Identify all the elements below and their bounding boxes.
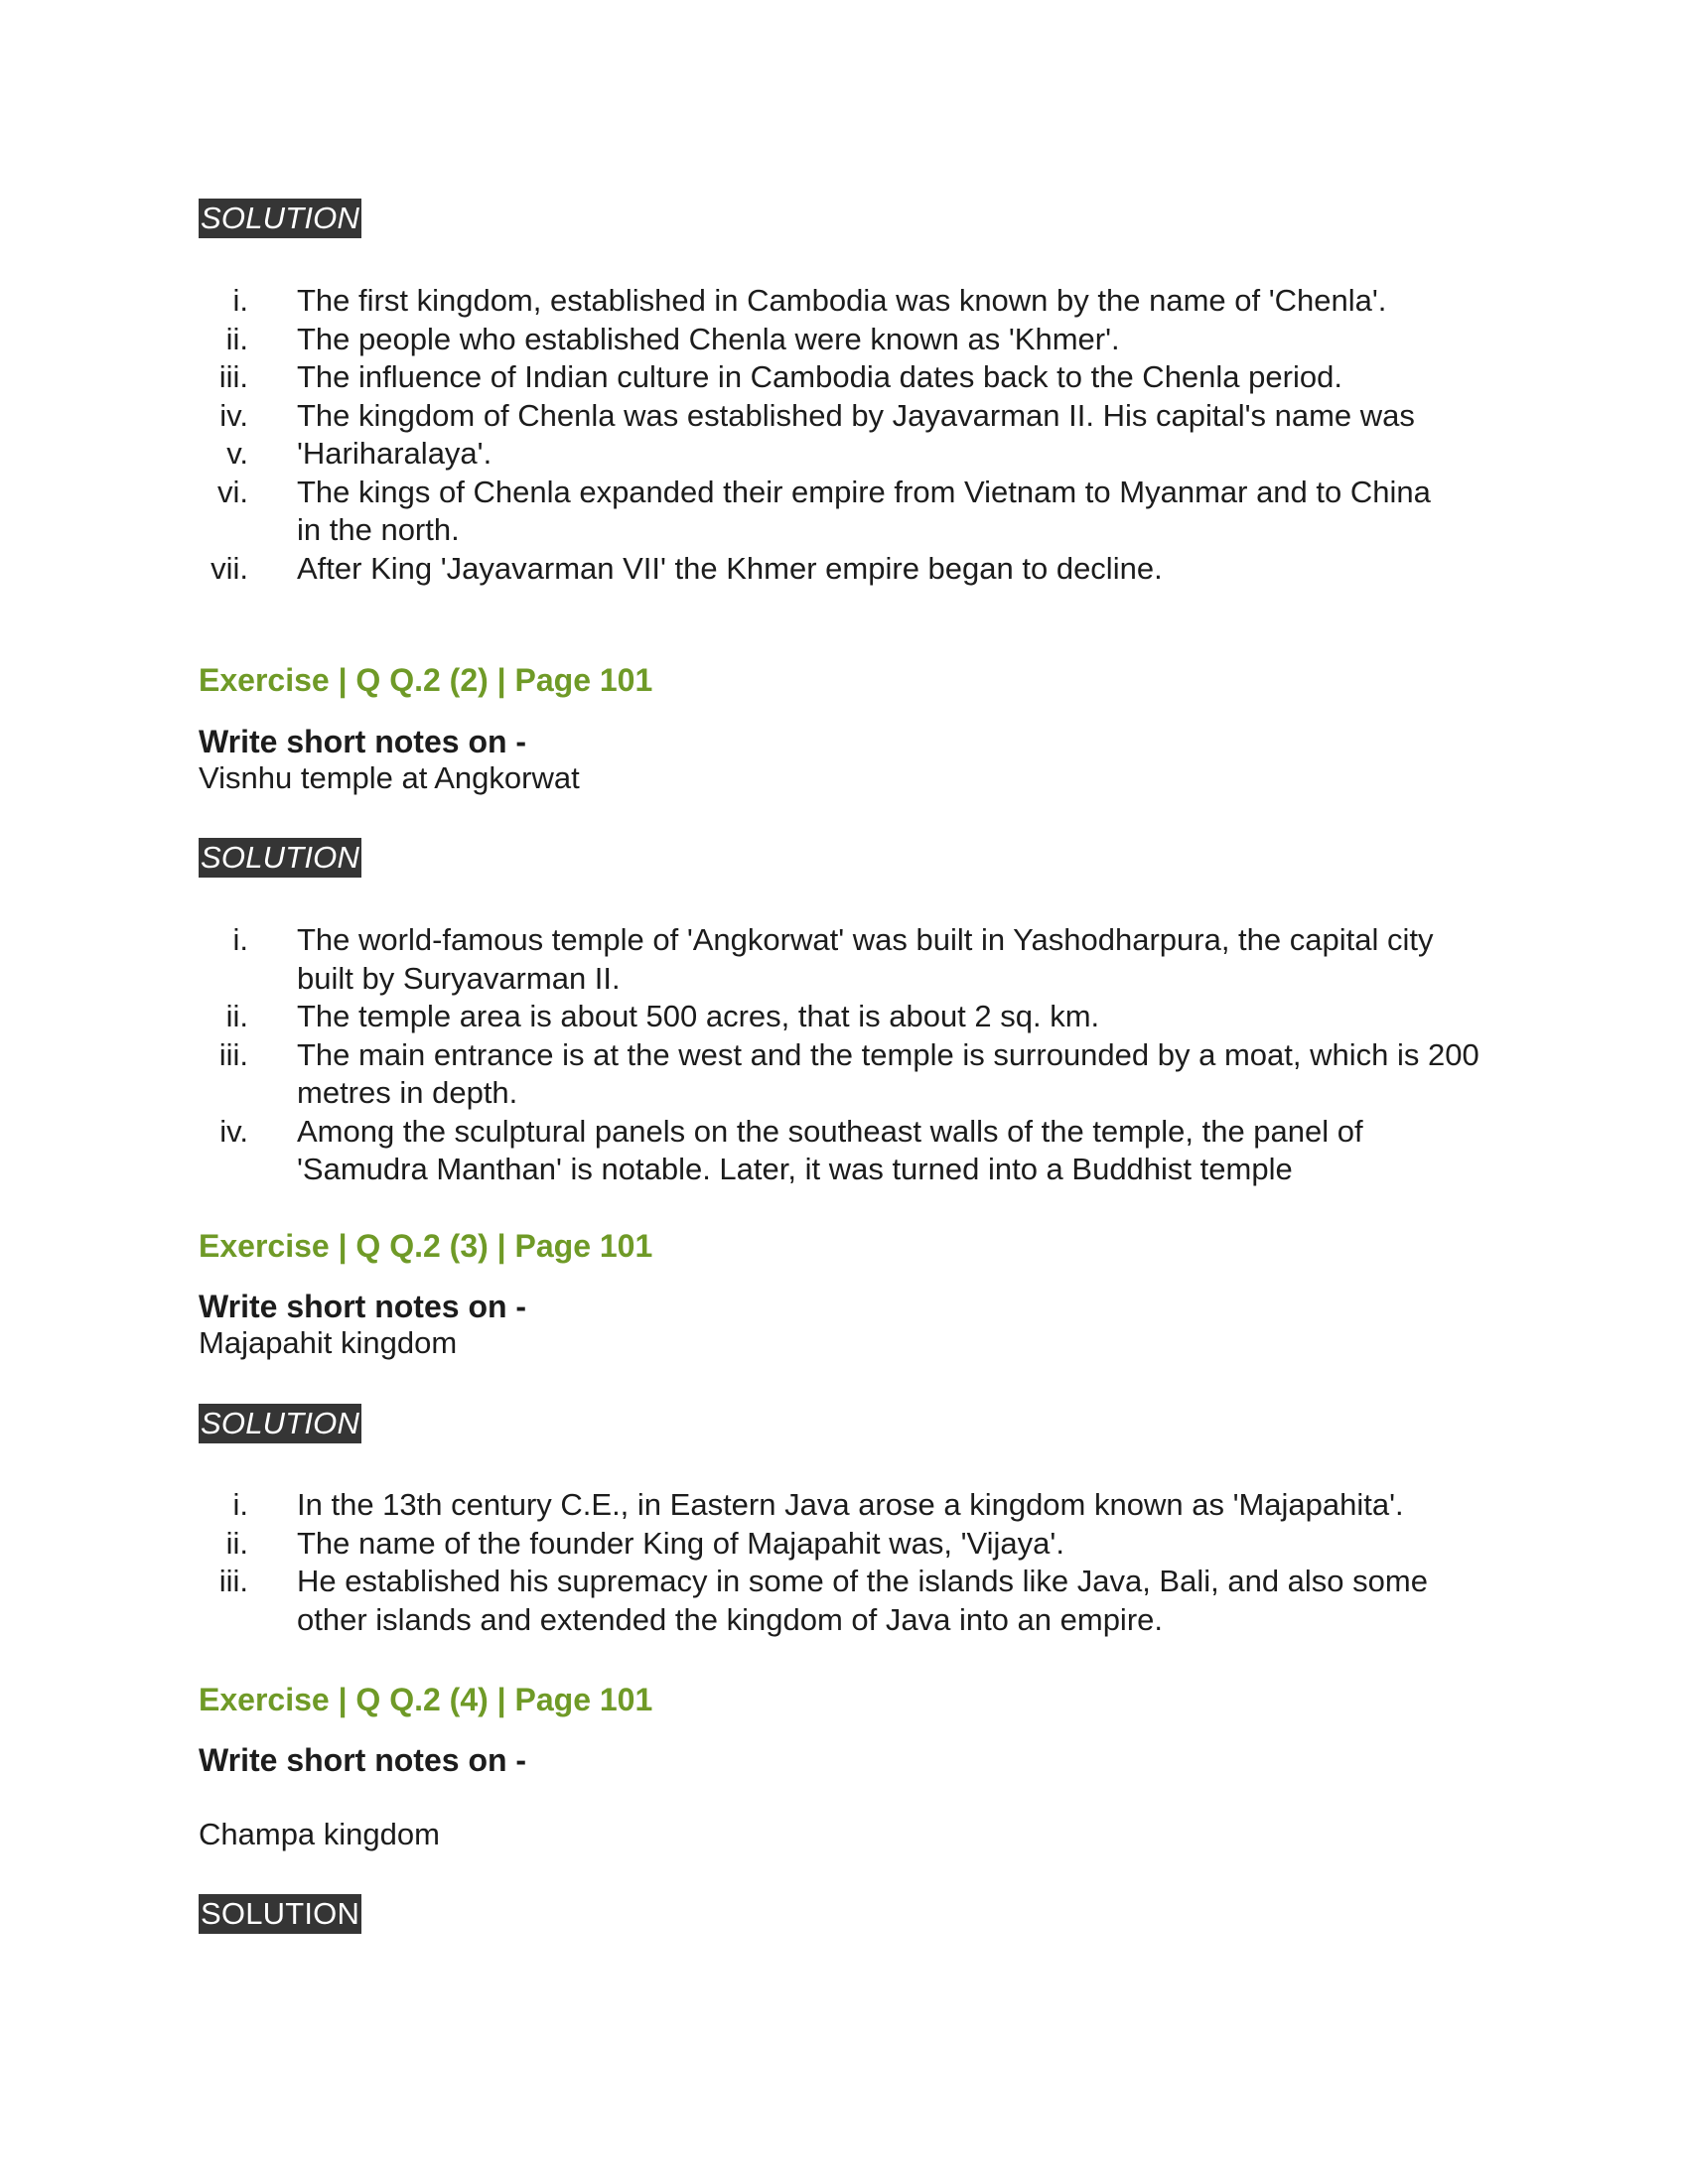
item-text: The people who established Chenla were known as 'Khmer'. — [297, 321, 1120, 356]
exercise-heading: Exercise | Q Q.2 (2) | Page 101 — [199, 662, 653, 698]
list-item — [0, 921, 1688, 998]
item-text: The influence of Indian culture in Cambodia dates back to the Chenla period. — [297, 359, 1342, 394]
item-number: i. — [232, 283, 248, 318]
item-number: iii. — [218, 1036, 248, 1072]
item-number: iv. — [219, 397, 248, 433]
solution-label: SOLUTION — [199, 838, 361, 878]
solution-list-majapahit — [0, 1486, 1688, 1639]
list-item — [0, 1525, 1688, 1564]
item-number: iv. — [219, 1113, 248, 1149]
list-item — [0, 1036, 1688, 1113]
exercise-heading: Exercise | Q Q.2 (4) | Page 101 — [199, 1682, 653, 1717]
solution-label: SOLUTION — [199, 1894, 361, 1934]
list-item — [0, 998, 1688, 1036]
item-text: 'Hariharalaya'. — [297, 436, 492, 471]
item-number: vii. — [211, 550, 248, 586]
item-text: The temple area is about 500 acres, that is about 2 sq. km. — [297, 999, 1100, 1033]
item-text: The kings of Chenla expanded their empire from Vietnam to Myanmar and to China in the north. — [297, 474, 1431, 547]
list-item — [0, 282, 1688, 321]
item-number: iii. — [218, 1564, 248, 1598]
item-number: v. — [226, 436, 248, 471]
item-text: The name of the founder King of Majapahit was, 'Vijaya'. — [297, 1525, 1064, 1561]
question-topic: Majapahit kingdom — [199, 1325, 458, 1360]
item-number: ii. — [225, 999, 248, 1033]
list-item — [0, 1563, 1688, 1639]
solution-label: SOLUTION — [199, 1404, 361, 1443]
item-text: Among the sculptural panels on the southeast walls of the temple, the panel of 'Samudra Manthan' is notable. Later, it was turned into a Buddhist temple — [297, 1113, 1363, 1186]
item-text: After King 'Jayavarman VII' the Khmer empire began to decline. — [297, 550, 1163, 586]
list-item — [0, 1486, 1688, 1525]
list-item — [0, 435, 1688, 474]
list-item — [0, 358, 1688, 397]
item-number: i. — [232, 1487, 248, 1522]
solution-list-angkorwat — [0, 921, 1688, 1189]
item-text: In the 13th century C.E., in Eastern Java arose a kingdom known as 'Majapahita'. — [297, 1487, 1404, 1522]
item-number: ii. — [225, 321, 248, 356]
item-number: ii. — [225, 1525, 248, 1561]
item-text: The first kingdom, established in Cambodia was known by the name of 'Chenla'. — [297, 283, 1387, 318]
list-item — [0, 397, 1688, 436]
question-topic: Champa kingdom — [199, 1817, 440, 1851]
item-number: vi. — [217, 474, 248, 509]
item-text: He established his supremacy in some of the islands like Java, Bali, and also some other islands and extended the kingdom of Java into an empire. — [297, 1564, 1428, 1637]
list-item — [0, 474, 1688, 550]
item-number: iii. — [218, 359, 248, 394]
question-topic: Visnhu temple at Angkorwat — [199, 760, 580, 795]
exercise-heading: Exercise | Q Q.2 (3) | Page 101 — [199, 1228, 653, 1264]
item-number: i. — [232, 922, 248, 957]
item-text: The main entrance is at the west and the temple is surrounded by a moat, which is 200 metres in depth. — [297, 1036, 1479, 1110]
item-text: The kingdom of Chenla was established by Jayavarman II. His capital's name was — [297, 397, 1415, 433]
solution-list-chenla — [0, 282, 1688, 588]
item-text: The world-famous temple of 'Angkorwat' was built in Yashodharpura, the capital city built by Suryavarman II. — [297, 922, 1434, 996]
question-title: Write short notes on - — [199, 1289, 527, 1324]
question-title: Write short notes on - — [199, 724, 527, 759]
solution-label: SOLUTION — [199, 199, 361, 238]
list-item — [0, 321, 1688, 359]
list-item — [0, 550, 1688, 589]
list-item — [0, 1113, 1688, 1189]
question-title: Write short notes on - — [199, 1742, 527, 1778]
